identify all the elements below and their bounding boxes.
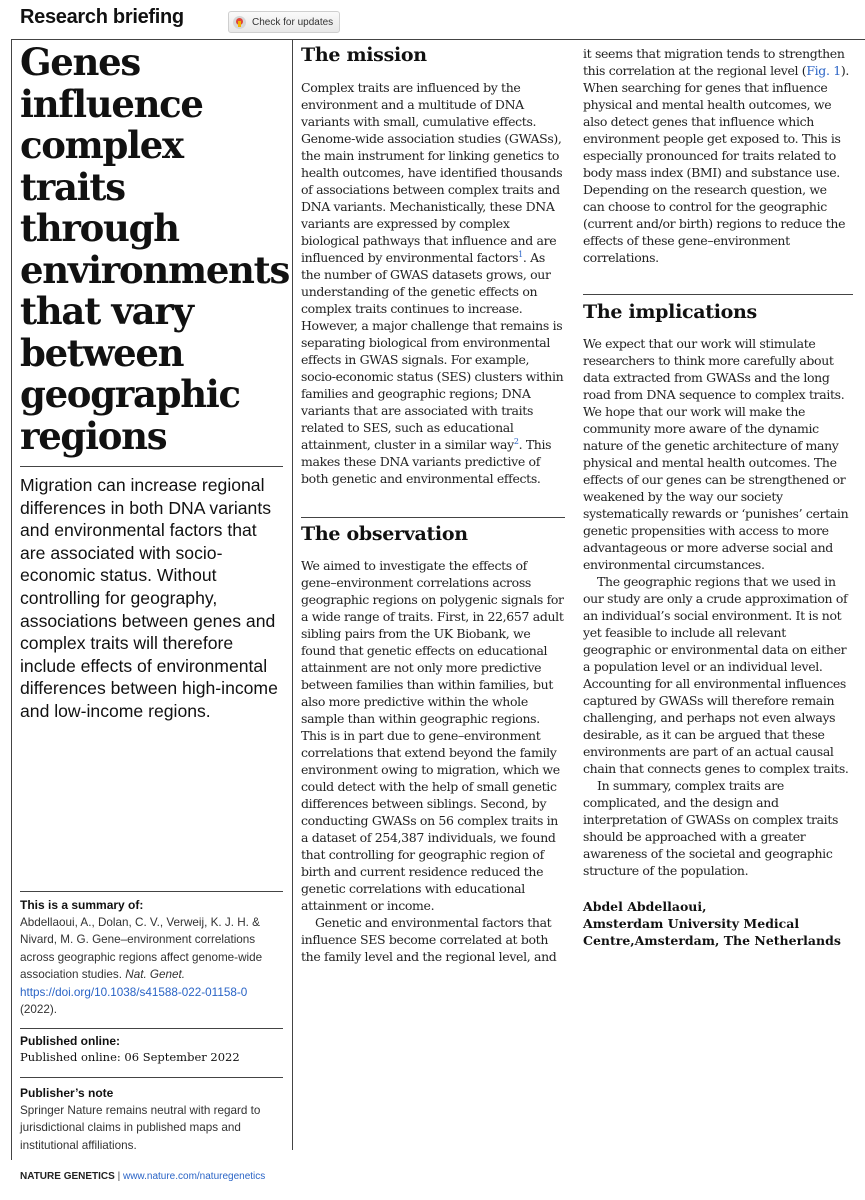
- mission-heading: The mission: [301, 44, 427, 66]
- section-label: Research briefing: [20, 6, 184, 28]
- implications-rule: [583, 294, 853, 295]
- reference-1[interactable]: 1: [518, 249, 523, 259]
- footer-url-link[interactable]: www.nature.com/naturegenetics: [122, 1171, 266, 1182]
- citation-doi-link[interactable]: https://doi.org/10.1038/s41588-022-01158-0: [20, 985, 248, 999]
- footer-separator: |: [114, 1171, 123, 1182]
- summary-heading: This is a summary of:: [20, 898, 144, 912]
- author-block: [583, 898, 853, 949]
- mission-paragraph-1: Complex traits are influenced by the environment and a multitude of DNA variants with small, cumulative effects. Genome-wide association studies (GWASs), the main instrument for linking genetics to health outcomes, have identified thousands of associations between complex traits and DNA variants. Mechanistically, these DNA variants are expressed by complex biological pathways that influence and are influenced by environmental factors$^1$. As: [301, 80, 563, 265]
- summary-rule: [20, 891, 283, 892]
- footer-journal: NATURE GENETICS: [20, 1171, 115, 1182]
- standfirst-rule: [20, 466, 283, 467]
- implications-paragraph-3: In summary, complex traits are complicated, and the design and interpretation of GWASs on complex traits should be approached with a greater awareness of the societal and geographic structure of the population.: [583, 778, 839, 878]
- reference-2[interactable]: 2: [513, 436, 519, 446]
- author-affiliation: Amsterdam University Medical Centre,Amsterdam, The Netherlands: [583, 916, 841, 948]
- author-name: Abdel Abdellaoui,: [583, 899, 707, 914]
- observation-continued: it seems that migration tends to strengthen this correlation at the regional level (Fig. 1). When searching for genes that influence physical and mental health outcomes, we also detect genes that influence which environment people get exposed to. This is especially pronounced for traits related to body mass index (BMI) and substance use. Depending on the research question, we can choose to control for the geographic (current and/or birth) regions to reduce the effects of these gene–environment correlations.: [583, 46, 849, 265]
- publisher-note-rule: [20, 1077, 283, 1078]
- implications-paragraph-1b: We hope that our work will make the community more aware of the dynamic nature of the genetic architecture of many physical and mental health outcomes. The effects of our genes can be strengthened or weakened by the way our society systematically rewards or ‘punishes’ certain genetic propensities with access to more advantageous or more adverse social and environmental circumstances.: [583, 404, 849, 572]
- implications-body: [583, 335, 851, 879]
- publisher-note-heading: Publisher’s note: [20, 1086, 114, 1100]
- citation-journal: Nat. Genet.: [125, 968, 186, 982]
- published-date: Published online: 06 September 2022: [20, 1050, 240, 1064]
- check-for-updates-button[interactable]: [228, 11, 340, 33]
- observation-paragraph-1: We aimed to investigate the effects of gene–environment correlations across geographic regions on polygenic signals for a wide range of traits. First, in 22,657 adult sibling pairs from the UK Biobank, we found that genetic effects on educational attainment are not only more predictive between families than within families, but also more predictive within the whole sample than within geographic regions. This is in part due to gene–environment correlations that extend beyond the family environment owing to migration, which we could detect with the help of small genetic differences between siblings. Second, by conducting GWASs on 56 complex traits in a dataset of 254,387 individuals, we found that controlling for geographic region of birth and current residence reduced the genetic correlations with educational attainment or income.: [301, 558, 564, 913]
- figure-1-link[interactable]: Fig. 1: [806, 63, 841, 78]
- published-rule: [20, 1028, 283, 1029]
- mission-paragraph-2: the number of GWAS datasets grows, our understanding of the genetic effects on complex traits continues to increase. However, a major challenge that remains is separating biological from environmental effects in GWAS signals. For example, socio-economic status (SES) clusters within families and geographic regions; DNA variants that are associated with traits related to SES, such as educational attainment, cluster in a similar way$^2$. This makes these DNA variants predictive of both genetic and environmental effects.: [301, 267, 564, 486]
- implications-paragraph-1a: We expect that our work will stimulate researchers to think more carefully about data extracted from GWASs and the long road from DNA sequence to complex traits.: [583, 336, 845, 402]
- observation-heading: The observation: [301, 523, 468, 545]
- crossmark-icon: [233, 16, 246, 29]
- observation-rule: [301, 517, 565, 518]
- article-title: Genes influence complex traits through environments that vary between geographic regions: [20, 40, 289, 458]
- standfirst: Migration can increase regional differences in both DNA variants and environmental factors that are associated with socio-economic status. Without controlling for geography, associations between genes and complex traits will therefore include effects of environmental differences between high-income and low-income regions.: [20, 475, 278, 721]
- published-heading: Published online:: [20, 1034, 121, 1048]
- publisher-note-text: Springer Nature remains neutral with regard to jurisdictional claims in published maps and institutional affiliations.: [20, 1104, 261, 1152]
- column-divider: [292, 40, 293, 1150]
- citation-year: (2022).: [20, 1003, 58, 1017]
- implications-heading: The implications: [583, 301, 757, 323]
- citation-text: Abdellaoui, A., Dolan, C. V., Verweij, K. J. H. & Nivard, M. G. Gene–environment correlations across geographic regions affect genome-wide association studies.: [20, 916, 263, 982]
- observation-paragraph-2: Genetic and environmental factors that influence SES become correlated at both the family level and the regional level, and: [301, 915, 557, 964]
- observation-body: [301, 557, 565, 965]
- mission-body: [301, 79, 565, 487]
- citation: [20, 914, 285, 1018]
- implications-paragraph-2: The geographic regions that we used in our study are only a crude approximation of an individual’s social environment. It is not yet feasible to include all relevant geographic or environmental data on either a population level or an individual level. Accounting for all environmental influences captured by GWASs will therefore remain challenging, and perhaps not even always desirable, as it can be argued that these environments are part of an actual causal chain that connects genes to complex traits.: [583, 574, 849, 776]
- left-margin-rule: [11, 40, 12, 1160]
- footer: [20, 1171, 265, 1182]
- check-for-updates-label: Check for updates: [252, 16, 334, 28]
